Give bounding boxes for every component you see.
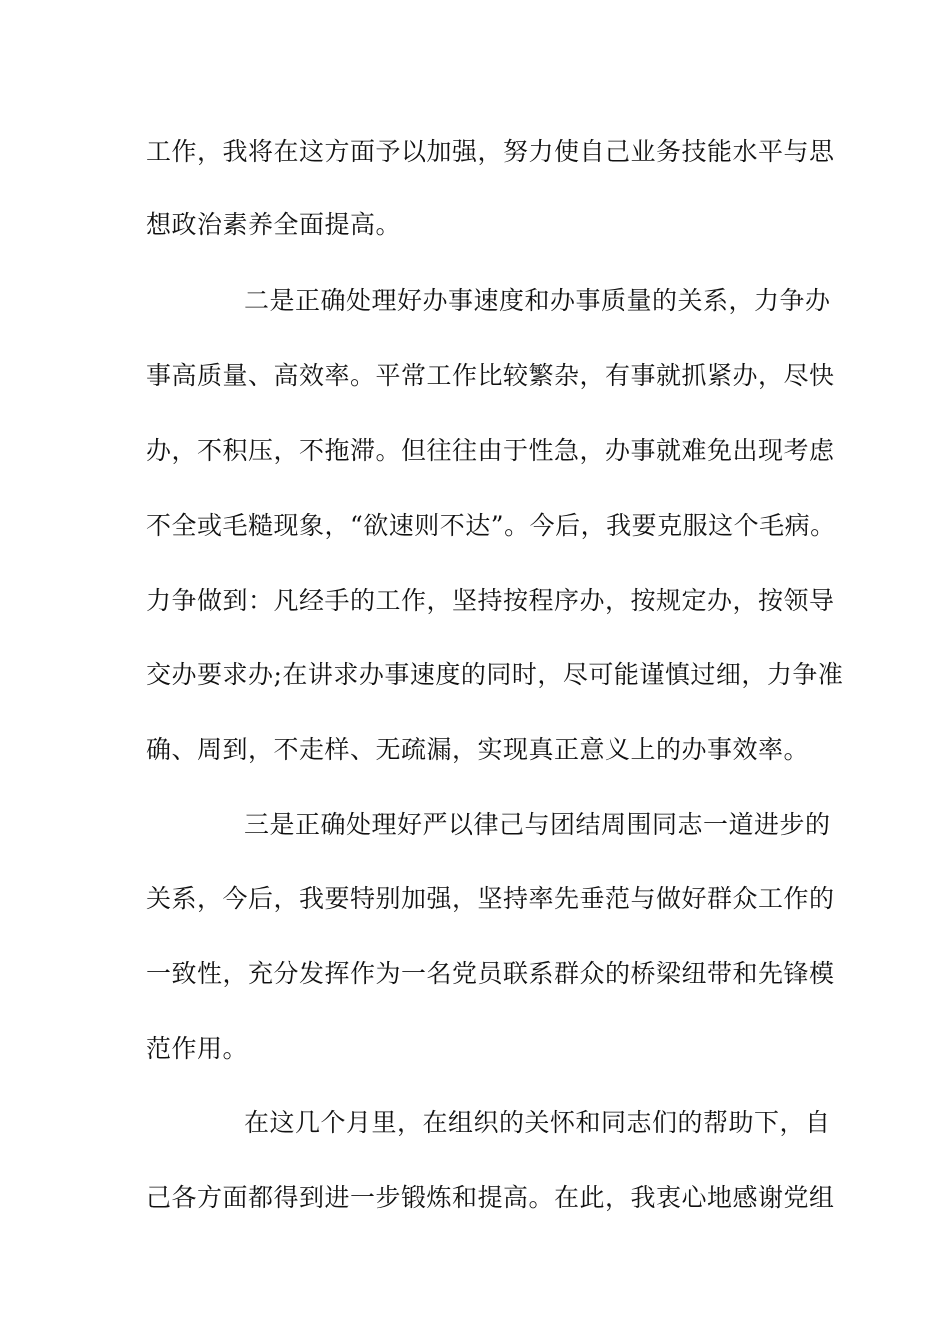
text-line: 己各方面都得到进一步锻炼和提高。在此，我衷心地感谢党组 xyxy=(146,1183,835,1212)
text-line: 想政治素养全面提高。 xyxy=(146,210,402,239)
paragraph-start-line: 二是正确处理好办事速度和办事质量的关系，力争办 xyxy=(244,286,831,315)
text-line: 一致性，充分发挥作为一名党员联系群众的桥梁纽带和先锋模 xyxy=(146,959,835,988)
text-line: 办，不积压，不拖滞。但往往由于性急，办事就难免出现考虑 xyxy=(146,436,835,465)
text-line: 交办要求办;在讲求办事速度的同时，尽可能谨慎过细，力争准 xyxy=(146,660,844,689)
text-line: 不全或毛糙现象，“欲速则不达”。今后，我要克服这个毛病。 xyxy=(146,511,836,540)
text-line: 范作用。 xyxy=(146,1034,249,1063)
text-line: 确、周到，不走样、无疏漏，实现真正意义上的办事效率。 xyxy=(146,735,810,764)
paragraph-start-line: 三是正确处理好严以律己与团结周围同志一道进步的 xyxy=(244,810,831,839)
text-line: 工作，我将在这方面予以加强，努力使自己业务技能水平与思 xyxy=(146,137,835,166)
text-line: 事高质量、高效率。平常工作比较繁杂，有事就抓紧办，尽快 xyxy=(146,361,835,390)
paragraph-start-line: 在这几个月里，在组织的关怀和同志们的帮助下，自 xyxy=(244,1108,831,1137)
text-line: 力争做到：凡经手的工作，坚持按程序办，按规定办，按领导 xyxy=(146,586,835,615)
text-line: 关系，今后，我要特别加强，坚持率先垂范与做好群众工作的 xyxy=(146,884,835,913)
